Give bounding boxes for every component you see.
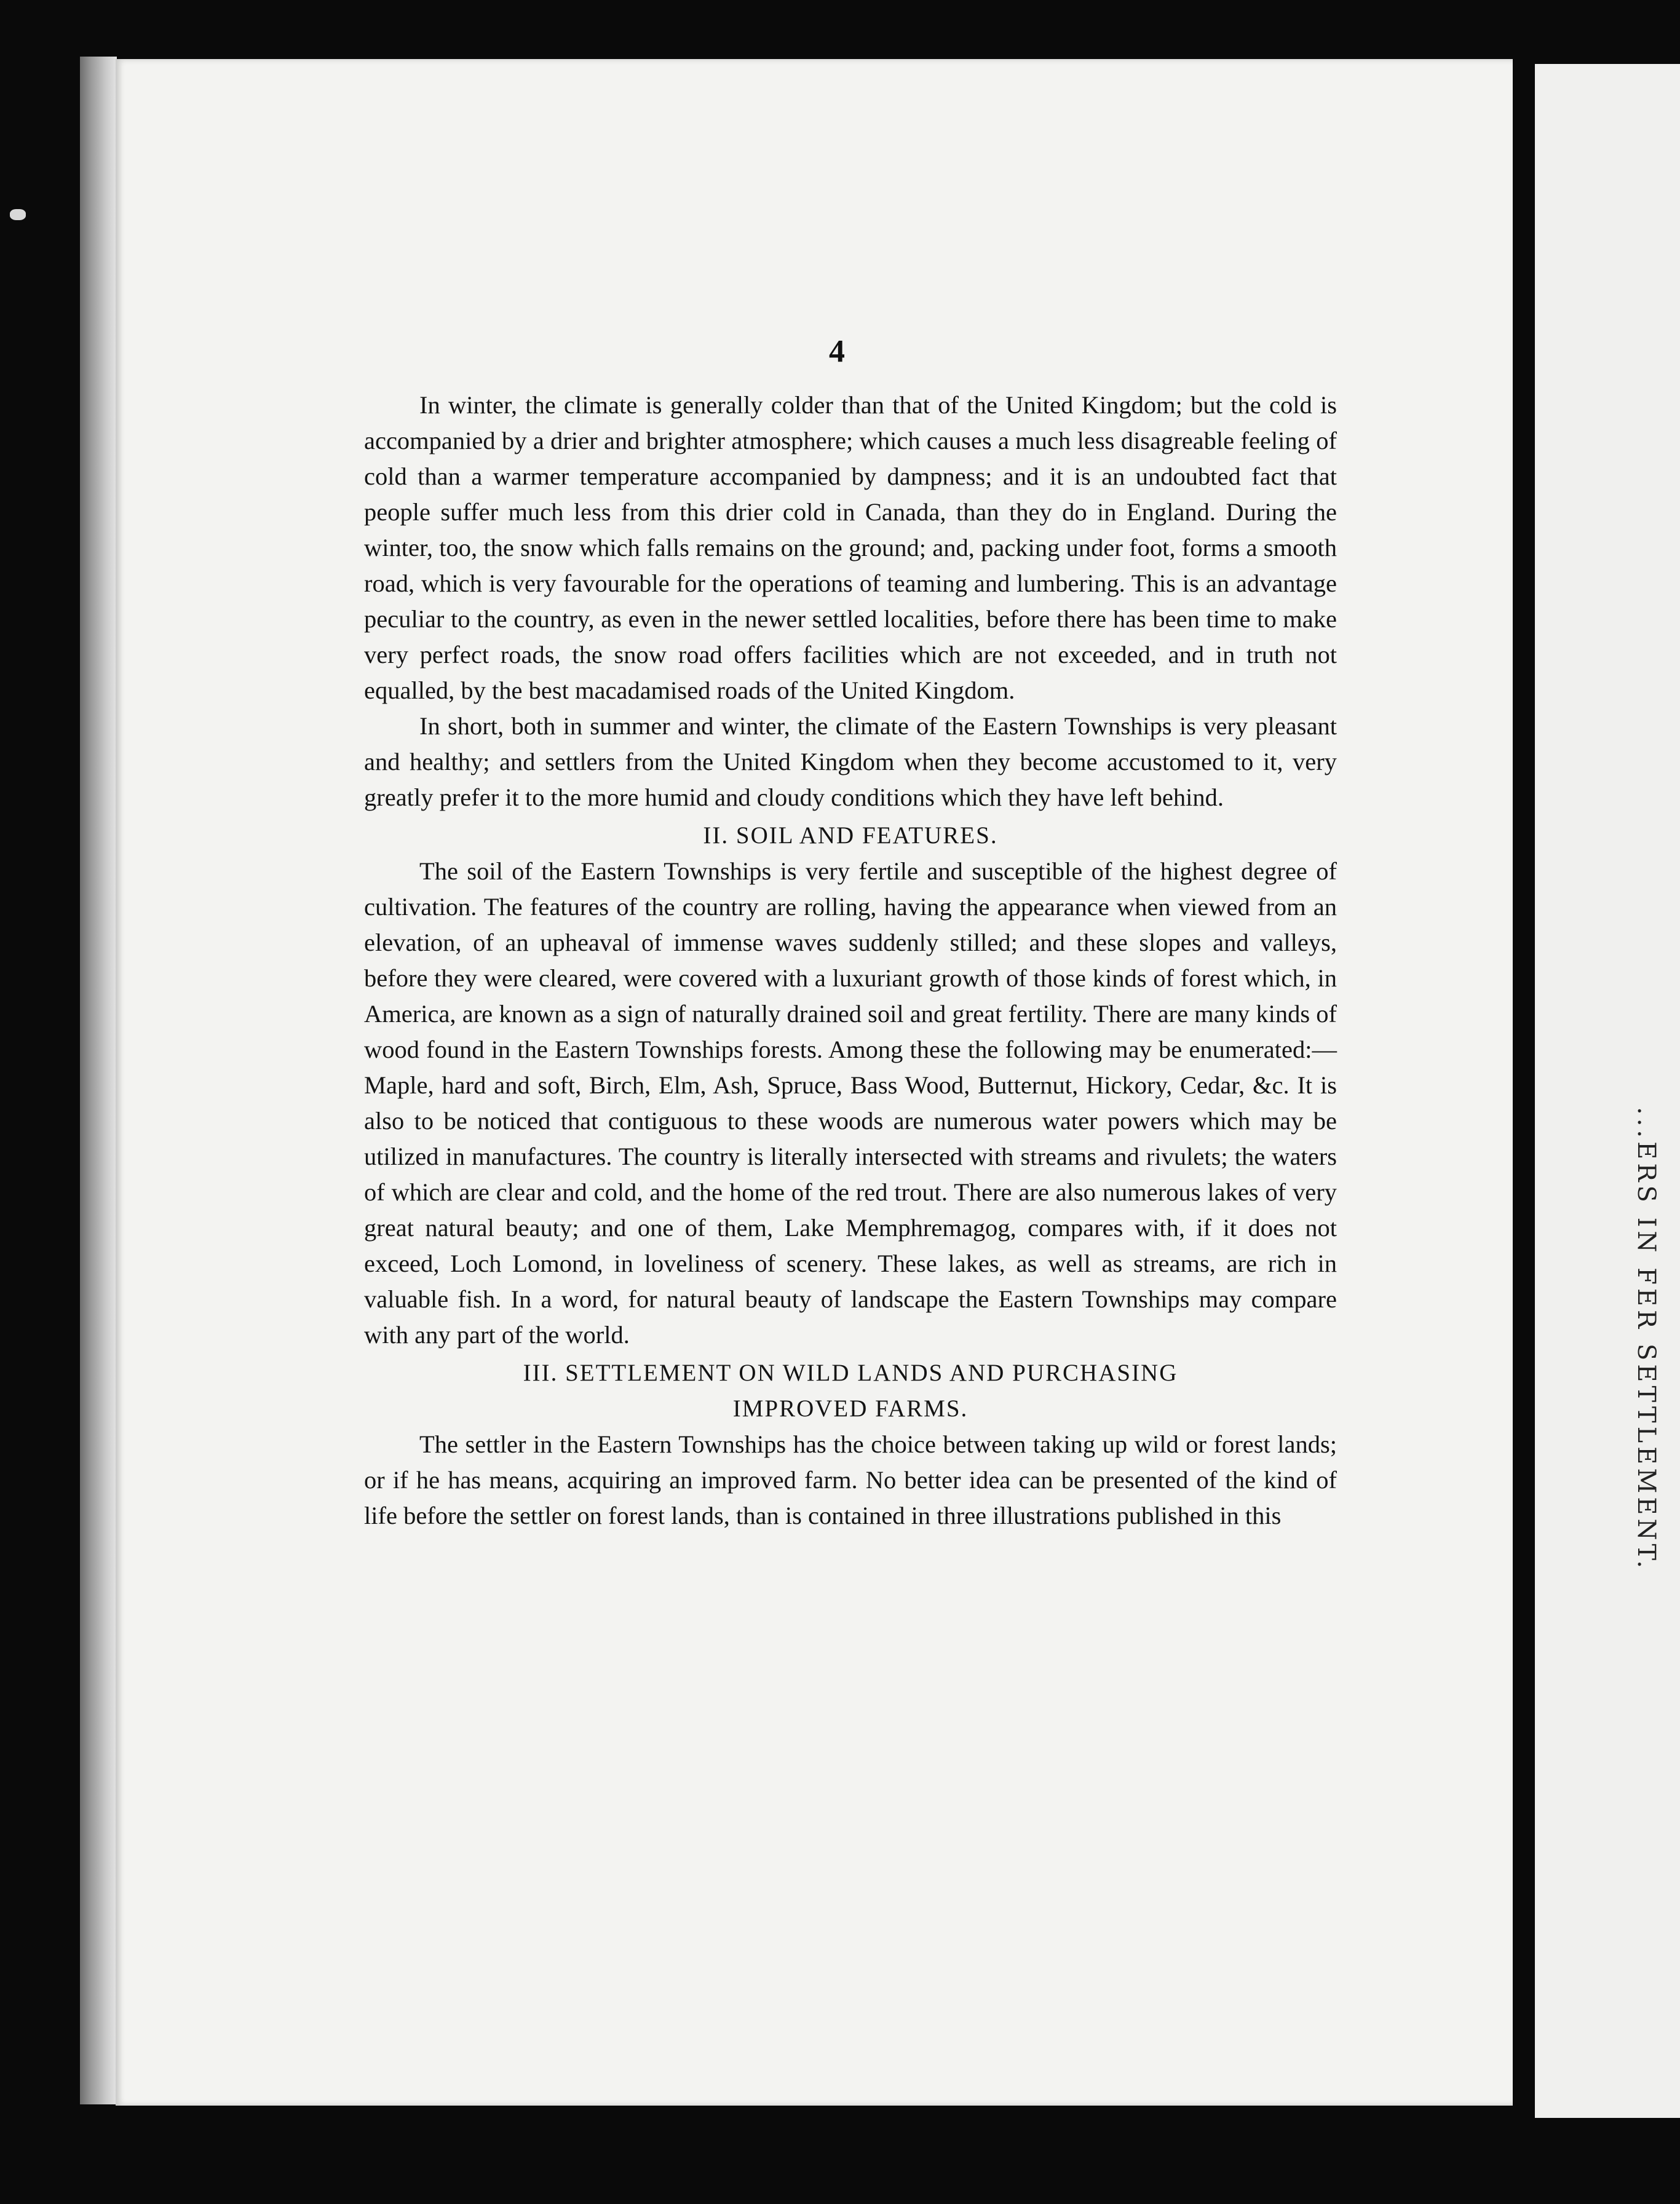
adjacent-page (1535, 64, 1680, 2118)
section-heading-soil: II. SOIL AND FEATURES. (703, 822, 998, 849)
paragraph-soil-features: The soil of the Eastern Townships is very fertile and susceptible of the highest degree of cultivation. The features of the country are rolling, having the appearance when viewed from an elevation, of an upheaval of immense waves suddenly stilled; and these slopes and valleys, before they were cleared, were covered with a luxuriant growth of those kinds of forest which, in America, are known as a sign of naturally drained soil and great fertility. There are many kinds of wood found in the Eastern Townships forests. Among these the following may be enumerated:—Maple, hard and soft, Birch, Elm, Ash, Spruce, Bass Wood, Butternut, Hickory, Cedar, &c. It is also to be noticed that contiguous to these woods are numerous water powers which may be utilized in manufactures. The country is literally intersected with streams and rivulets; the waters of which are clear and cold, and the home of the red trout. There are also numerous lakes of very great natural beauty; and one of them, Lake Memphremagog, compares with, if it does not exceed, Loch Lomond, in loveliness of scenery. These lakes, as well as streams, are rich in valuable fish. In a word, for natural beauty of landscape the Eastern Townships may compare with any part of the world. (364, 857, 1337, 1349)
section-heading-settlement-line2: IMPROVED FARMS. (732, 1395, 969, 1422)
paragraph-climate-winter: In winter, the climate is generally colder than that of the United Kingdom; but the cold is accompanied by a drier and brighter atmosphere; which causes a much less disagreable feeling of cold than a warmer temperature accompanied by dampness; and it is an undoubted fact that people suffer much less from this drier cold in Canada, than they do in England. During the winter, too, the snow which falls remains on the ground; and, packing under foot, forms a smooth road, which is very favourable for the operations of teaming and lumbering. This is an advantage peculiar to the country, as even in the newer settled localities, before there has been time to make very perfect roads, the snow road offers facilities which are not exceeded, and in truth not equalled, by the best macadamised roads of the United Kingdom. (364, 391, 1337, 704)
paragraph-settlement: The settler in the Eastern Townships has the choice between taking up wild or forest lands; or if he has means, acquiring an improved farm. No better idea can be presented of the kind of life before the settler on forest lands, than is contained in three illustrations published in this (364, 1430, 1337, 1529)
adjacent-page-text: ...ERS IN FER SETTLEMENT. (1632, 1107, 1660, 1572)
section-heading-settlement (364, 1355, 1337, 1427)
page-text (364, 387, 1337, 1534)
scan-speck (10, 209, 26, 220)
paragraph-climate-summary: In short, both in summer and winter, the climate of the Eastern Townships is very pleasant and healthy; and settlers from the United Kingdom when they become accustomed to it, very greatly prefer it to the more humid and cloudy conditions which they have left behind. (364, 712, 1337, 811)
page-gutter (1513, 49, 1535, 2115)
page-number: 4 (829, 334, 845, 369)
section-heading-settlement-line1: III. SETTLEMENT ON WILD LANDS AND PURCHASING (523, 1360, 1178, 1386)
page-binding-edge (80, 57, 117, 2104)
